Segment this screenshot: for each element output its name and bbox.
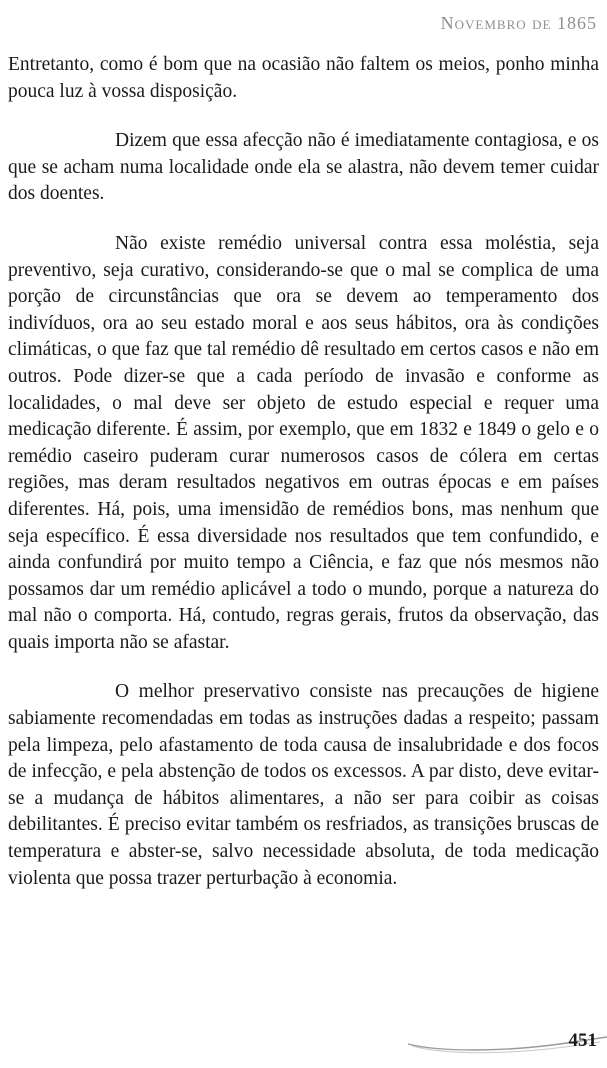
paragraph-3: Não existe remédio universal contra essa moléstia, seja preventivo, seja curativo, considerando-se que o mal se complica de uma porção de circunstâncias que ora se devem ao temperamento dos indivíduos, ora ao seu estado moral e aos seus hábitos, ora às condições climáticas, o que faz que tal remédio dê resultado em certos casos e não em outros. Pode dizer-se que a cada período de invasão e conforme as localidades, o mal deve ser objeto de estudo especial e requer uma medicação diferente. É assim, por exemplo, que em 1832 e 1849 o gelo e o remédio caseiro puderam curar numerosos casos de cólera em certas regiões, mas deram resultados negativos em outras épocas e em países diferentes. Há, pois, uma imensidão de remédios bons, mas nenhum que seja específico. É essa diversidade nos resultados que tem confundido, e ainda confundirá por muito tempo a Ciência, e faz que nós mesmos não possamos dar um remédio aplicável a todo o mundo, porque a natureza do mal não o comporta. Há, contudo, regras gerais, frutos da observação, das quais importa não se afastar. bbox=[8, 232, 599, 653]
page-body bbox=[8, 52, 599, 915]
footer-swoosh-ornament bbox=[0, 1022, 607, 1068]
running-header: Novembro de 1865 bbox=[440, 13, 597, 33]
page-footer bbox=[0, 1022, 607, 1068]
page-number: 451 bbox=[568, 1030, 597, 1051]
paragraph-2: Dizem que essa afecção não é imediatamente contagiosa, e os que se acham numa localidade onde ela se alastra, não devem temer cuidar dos doentes. bbox=[8, 130, 599, 205]
paragraph-1: Entretanto, como é bom que na ocasião não faltem os meios, ponho minha pouca luz à vossa disposição. bbox=[8, 54, 599, 102]
paragraph-4: O melhor preservativo consiste nas precauções de higiene sabiamente recomendadas em todas as instruções dadas a respeito; passam pela limpeza, pelo afastamento de toda causa de insalubridade e dos focos de infecção, e pela abstenção de todos os excessos. A par disto, deve evitar-se a mudança de hábitos alimentares, a não ser para coibir as coisas debilitantes. É preciso evitar também os resfriados, as transições bruscas de temperatura e abster-se, salvo necessidade absoluta, de toda medicação violenta que possa trazer perturbação à economia. bbox=[8, 681, 599, 889]
